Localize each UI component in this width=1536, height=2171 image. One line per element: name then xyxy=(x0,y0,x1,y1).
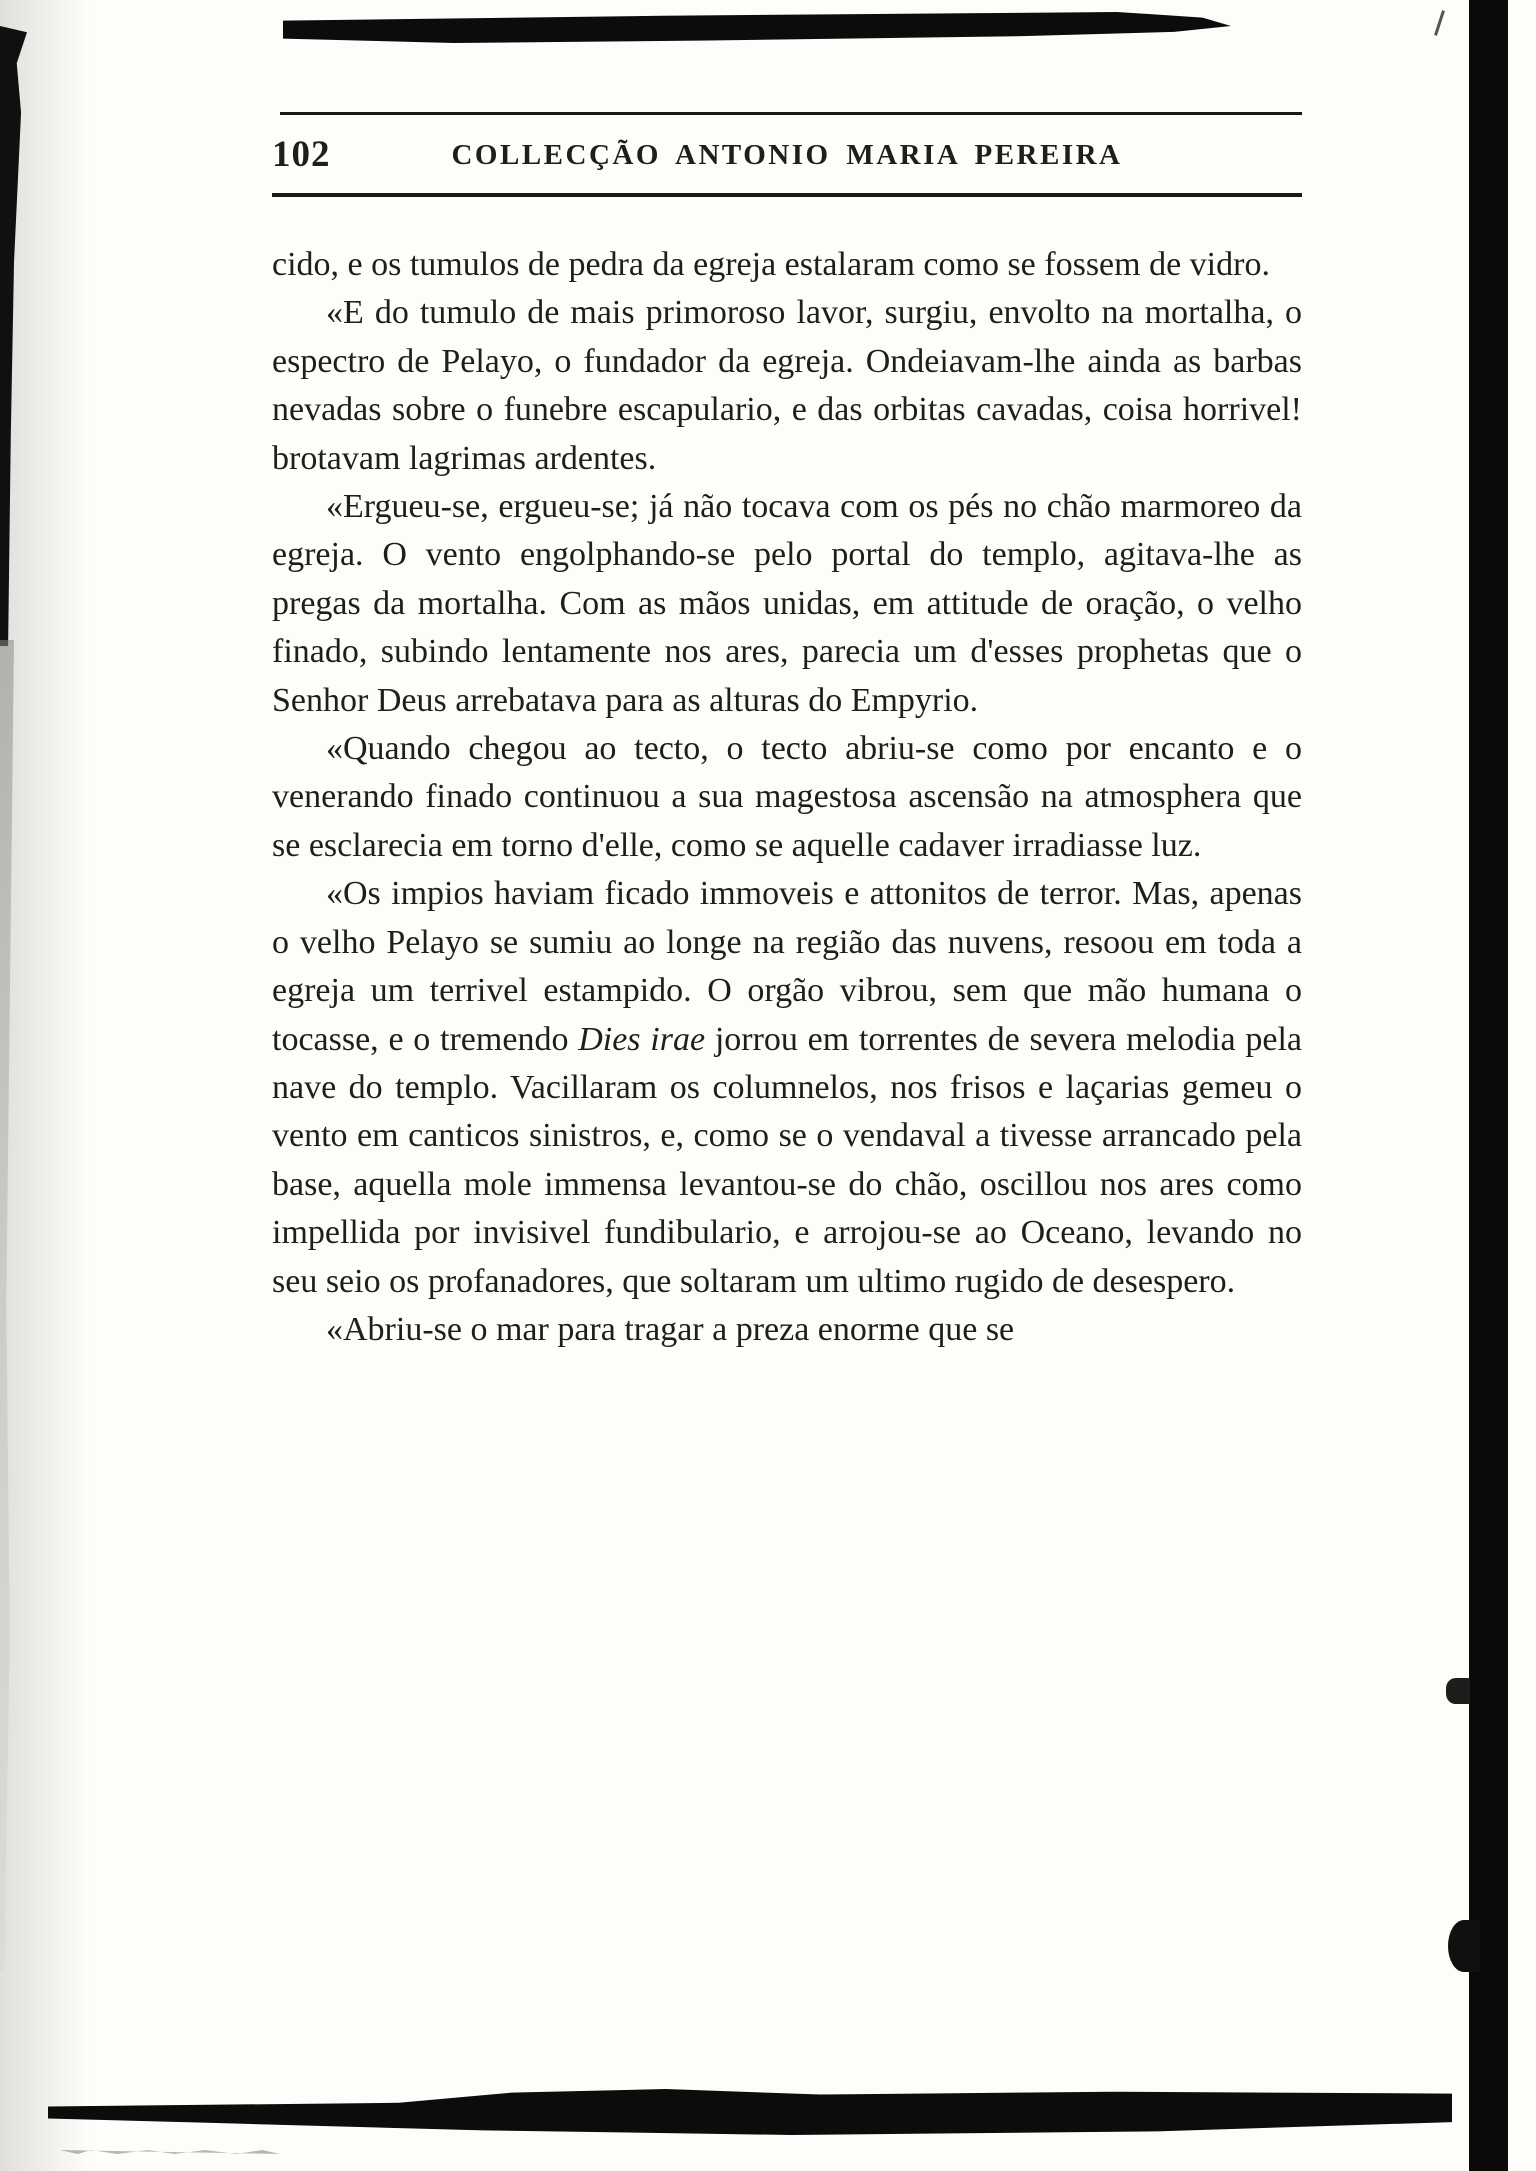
scan-mark-top-right-tick xyxy=(1434,10,1445,36)
paragraph xyxy=(272,870,1302,1306)
paragraph xyxy=(272,241,1302,289)
page-header xyxy=(272,132,1302,178)
text-run: «Ergueu-se, ergueu-se; já não tocava com os pés no chão marmoreo da egreja. O vento engolphando-se pelo portal do templo, agitava-lhe as pregas da mortalha. Com as mãos unidas, em attitude de oração, o velho finado, subindo lentamente nos ares, parecia um d'esses prophetas que o Senhor Deus arrebatava para as alturas do Empyrio. xyxy=(272,488,1302,719)
scan-mark-right-bar xyxy=(1469,0,1508,2171)
text-run: jorrou em torrentes de severa melodia pela nave do templo. Vacillaram os columnelos, nos frisos e laçarias gemeu o vento em canticos sinistros, e, como se o vendaval a tivesse arrancado pela base, aquella mole immensa levantou-se do chão, oscillou nos ares como impellida por invisivel fundibulario, e arrojou-se ao Oceano, levando no seu seio os profanadores, que soltaram um ultimo rugido de desespero. xyxy=(272,1020,1303,1300)
header-rule-top xyxy=(280,112,1302,115)
paragraph xyxy=(272,725,1302,870)
scan-mark-right-mid-tick xyxy=(1446,1678,1470,1704)
scan-shadow-left xyxy=(0,0,90,2171)
page-number: 102 xyxy=(272,134,331,175)
header-rule-bottom xyxy=(272,193,1302,197)
text-run: cido, e os tumulos de pedra da egreja estalaram como se fossem de vidro. xyxy=(272,246,1270,283)
running-title: COLLECÇÃO ANTONIO MARIA PEREIRA xyxy=(451,139,1123,171)
scan-mark-bottom-bar xyxy=(48,2089,1452,2135)
italic-phrase: Dies irae xyxy=(578,1020,706,1058)
text-block xyxy=(272,241,1302,1354)
scan-mark-right-bar-blob xyxy=(1448,1920,1480,1972)
text-run: «Quando chegou ao tecto, o tecto abriu-se como por encanto e o venerando finado continuou a sua magestosa ascensão na atmosphera que se esclarecia em torno d'elle, como se aquelle cadaver irradiasse luz. xyxy=(272,730,1302,864)
text-run: «Os impios haviam ficado immoveis e attonitos de terror. Mas, apenas o velho Pelayo se sumiu ao longe na região das nuvens, resoou em toda a egreja um terrivel estampido. O orgão vibrou, sem que mão humana o tocasse, e o tremendo xyxy=(272,875,1302,1058)
scan-mark-bottom-speckle xyxy=(60,2150,280,2154)
page-content xyxy=(272,112,1302,1354)
scan-mark-top-bar xyxy=(283,12,1231,43)
text-run: «Abriu-se o mar para tragar a preza enorme que se xyxy=(326,1310,1015,1348)
paragraph xyxy=(272,1306,1302,1354)
paragraph xyxy=(272,289,1302,483)
paragraph xyxy=(272,483,1302,725)
text-run: «E do tumulo de mais primoroso lavor, surgiu, envolto na mortalha, o espectro de Pelayo, o fundador da egreja. Ondeiavam-lhe ainda as barbas nevadas sobre o funebre escapulario, e das orbitas cavadas, coisa horrivel! brotavam lagrimas ardentes. xyxy=(272,294,1302,477)
